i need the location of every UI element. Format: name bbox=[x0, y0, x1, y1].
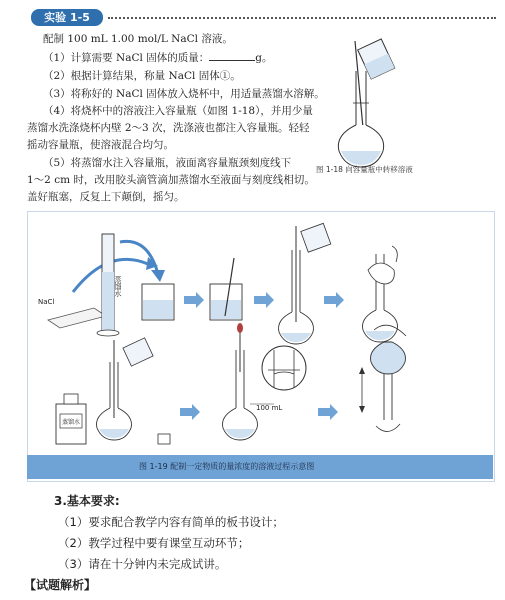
analysis-heading: 【试题解析】 bbox=[24, 578, 97, 592]
requirements-title: 3.基本要求: bbox=[54, 494, 120, 508]
nacl-label: NaCl bbox=[38, 298, 55, 306]
figure-1-19-caption-bar bbox=[27, 455, 493, 479]
answer-blank bbox=[209, 51, 255, 61]
requirement-item-3: （3）请在十分钟内未完成试讲。 bbox=[58, 557, 227, 571]
experiment-intro: 配制 100 mL 1.00 mol/L NaCl 溶液。 bbox=[43, 33, 233, 45]
distilled-water-label: 蒸馏水 bbox=[114, 276, 122, 297]
figure-1-19-panel bbox=[27, 211, 495, 482]
figure-1-18-caption: 图 1-18 向容量瓶中转移溶液 bbox=[316, 165, 413, 174]
step-4-line-3: 摇动容量瓶，使溶液混合均匀。 bbox=[27, 139, 174, 151]
step-1-unit: g。 bbox=[255, 52, 273, 64]
step-5-line-2: 1～2 cm 时，改用胶头滴管滴加蒸馏水至液面与刻度线相切。 bbox=[27, 174, 315, 186]
wash-bottle-label: 蒸馏水 bbox=[62, 419, 81, 426]
header-dotted-rule bbox=[108, 17, 496, 19]
experiment-badge: 实验 1-5 bbox=[31, 9, 103, 26]
figure-1-18-flask-illustration bbox=[325, 33, 405, 173]
step-1 bbox=[43, 51, 272, 66]
step-4-line-1: （4）将烧杯中的溶液注入容量瓶（如图 1-18），并用少量 bbox=[43, 105, 313, 117]
step-5-line-3: 盖好瓶塞，反复上下颠倒，摇匀。 bbox=[27, 191, 185, 203]
figure-1-19-illustration bbox=[28, 212, 494, 457]
step-3: （3）将称好的 NaCl 固体放入烧杯中，用适量蒸馏水溶解。 bbox=[43, 88, 325, 100]
step-4-line-2: 蒸馏水洗涤烧杯内壁 2～3 次，洗涤液也都注入容量瓶。轻轻 bbox=[27, 122, 310, 134]
requirement-item-2: （2）教学过程中要有课堂互动环节； bbox=[58, 536, 250, 550]
step-1-text: （1）计算需要 NaCl 固体的质量： bbox=[43, 52, 210, 64]
figure-1-19-caption: 图 1-19 配制一定物质的量浓度的溶液过程示意图 bbox=[139, 462, 315, 471]
step-5-line-1: （5）将蒸馏水注入容量瓶，液面离容量瓶颈刻度线下 bbox=[43, 157, 292, 169]
step-2: （2）根据计算结果，称量 NaCl 固体①。 bbox=[43, 70, 241, 82]
requirement-item-1: （1）要求配合教学内容有简单的板书设计； bbox=[58, 515, 284, 529]
volume-mark-label: 100 mL bbox=[256, 404, 283, 412]
